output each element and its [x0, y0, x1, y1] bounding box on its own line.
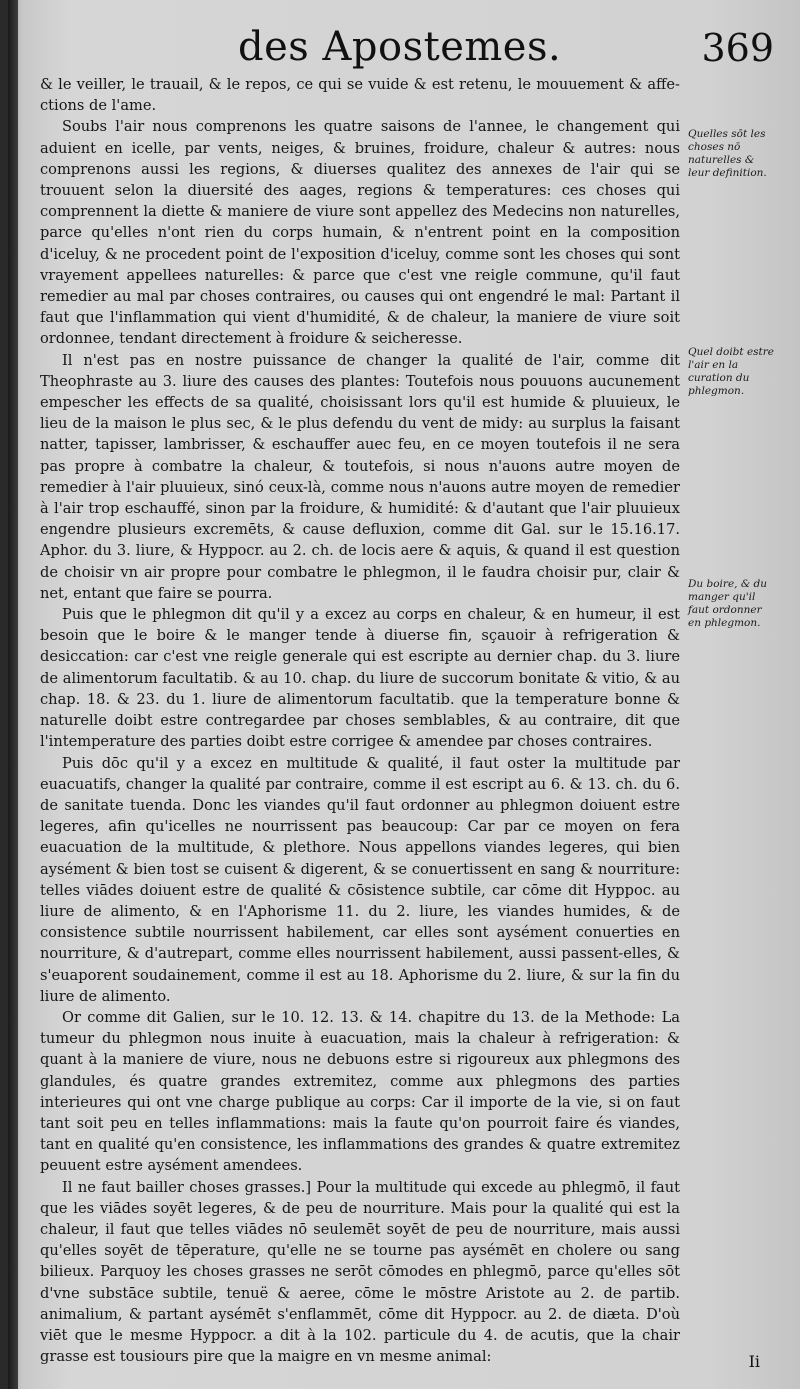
body-text [40, 74, 680, 1367]
margin-note: Du boire, & du manger qu'il faut ordonner en phlegmon. [688, 578, 767, 629]
paragraph: Soubs l'air nous comprenons les quatre saisons de l'annee, le changement qui aduient en icelle, par vents, neiges, & bruines, froidure, chaleur & autres: nous comprenons aussi les regions, & diuerses qualitez des annexes de l'air qui se trouuent selon la diuersité des aages, regions & temperatures: ces choses qui comprennent la diette & maniere de viure sont appellez des Medecins non naturelles, parce qu'elles n'ont rien du corps humain, & n'entrent point en la composition d'iceluy, & ne procedent point de l'exposition d'iceluy, comme sont les choses qui sont vrayement appellees naturelles: & parce que c'est vne reigle commune, qu'il faut remedier au mal par choses contraires, ou causes qui ont engendré le mal: Partant il faut que l'inflammation qui vient d'humidité, & de chaleur, la maniere de viure soit ordonnee, tendant directement à froidure & seicheresse. [40, 118, 680, 348]
margin-note: Quelles sōt les choses nō naturelles & leur definition. [688, 128, 767, 179]
binding-shadow [8, 0, 18, 1389]
page-header [8, 18, 800, 78]
paragraph: Puis dōc qu'il y a excez en multitude & qualité, il faut oster la multitude par euacuatifs, changer la qualité par contraire, comme il est escript au 6. & 13. ch. du 6. de sanitate tuenda. Donc les viandes qu'il faut ordonner au phlegmon doiuent estre legeres, afin qu'icelles ne nourrissent pas beaucoup: Car par ce moyen on fera euacuation de la multitude, & plethore. Nous appellons viandes legeres, qui bien aysément & bien tost se cuisent & digerent, & se conuertissent en sang & nourriture: telles viādes doiuent estre de qualité & cōsistence subtile, car cōme dit Hyppoc. au liure de alimento, & en l'Aphorisme 11. du 2. liure, les viandes humides, & de consistence subtile nourrissent habilement, car elles sont aysément conuerties en nourriture, & d'autrepart, comme elles nourrissent habilement, aussi passent-elles, & s'euaporent soudainement, comme il est au 18. Aphorisme du 2. liure, & sur la fin du liure de alimento. [40, 754, 680, 1005]
paragraph: Il n'est pas en nostre puissance de changer la qualité de l'air, comme dit Theophraste au 3. liure des causes des plantes: Toutefois nous pouuons aucunement empescher les effects de sa qualité, choisissant lors qu'il est humide & pluuieux, le lieu de la maison le plus sec, & le plus defendu du vent de midy: au surplus la faisant natter, tapisser, lambrisser, & eschauffer auec feu, en ce moyen toutefois il ne sera pas propre à combatre la chaleur, & toutefois, si nous n'auons autre moyen de remedier à l'air pluuieux, sinó ceux-là, comme nous n'auons autre moyen de remedier à l'air trop eschauffé, sinon par la froidure, & humidité: & d'autant que l'air pluuieux engendre plusieurs excremēts, & cause defluxion, comme dit Gal. sur le 15.16.17. Aphor. du 3. liure, & Hyppocr. au 2. ch. de locis aere & aquis, & quand il est question de choisir vn air propre pour combatre le phlegmon, il le faudra choisir pur, clair & net, entant que faire se pourra. [40, 351, 680, 602]
paragraph: & le veiller, le trauail, & le repos, ce qui se vuide & est retenu, le mouuement & affe-ctions de l'ame. [40, 76, 680, 115]
margin-note: Quel doibt estre l'air en la curation du phlegmon. [688, 346, 775, 397]
catchword: Ii [748, 1352, 760, 1371]
book-page [8, 0, 800, 1389]
running-title: des Apostemes. [238, 24, 562, 70]
paragraph: Puis que le phlegmon dit qu'il y a excez au corps en chaleur, & en humeur, il est besoin que le boire & le manger tende à diuerse fin, sçauoir à refrigeration & desiccation: car c'est vne reigle generale qui est escripte au dernier chap. du 3. liure de alimentorum facultatib. & au 10. chap. du liure de succorum bonitate & vitio, & au chap. 18. & 23. du 1. liure de alimentorum facultatib. que la temperature bonne & naturelle doibt estre contregardee par choses semblables, & au contraire, dit que l'intemperature des parties doibt estre corrigee & amendee par choses contraires. [40, 606, 680, 751]
page-number: 369 [701, 26, 774, 70]
paragraph: Il ne faut bailler choses grasses.] Pour la multitude qui excede au phlegmō, il faut que les viādes soyēt legeres, & de peu de nourriture. Mais pour la qualité qui est la chaleur, il faut que telles viādes nō seulemēt soyēt de peu de nourriture, mais aussi qu'elles soyēt de tēperature, qu'elle ne se tourne pas aysémēt en cholere ou sang bilieux. Parquoy les choses grasses ne serōt cōmodes en phlegmō, parce qu'elles sōt d'vne substāce subtile, tenuë & aeree, cōme le mōstre Aristote au 2. de partib. animalium, & partant aysémēt s'enflammēt, cōme dit Hyppocr. au 2. de diæta. D'où viēt que le mesme Hyppocr. a dit à la 102. particule du 4. de acutis, que la chair grasse est tousiours pire que la maigre en vn mesme animal: [40, 1178, 680, 1366]
paragraph: Or comme dit Galien, sur le 10. 12. 13. & 14. chapitre du 13. de la Methode: La tumeur du phlegmon nous inuite à euacuation, mais la chaleur à refrigeration: & quant à la maniere de viure, nous ne debuons estre si rigoureux aux phlegmons des glandules, és quatre grandes extremitez, comme aux phlegmons des parties interieures qui ont vne charge publique au corps: Car il importe de la vie, si on faut tant soit peu en telles inflammations: mais la faute qu'on pourroit faire és viandes, tant en qualité qu'en consistence, les inflammations des grandes & quatre extremitez peuuent estre aysément amendees. [40, 1008, 680, 1175]
